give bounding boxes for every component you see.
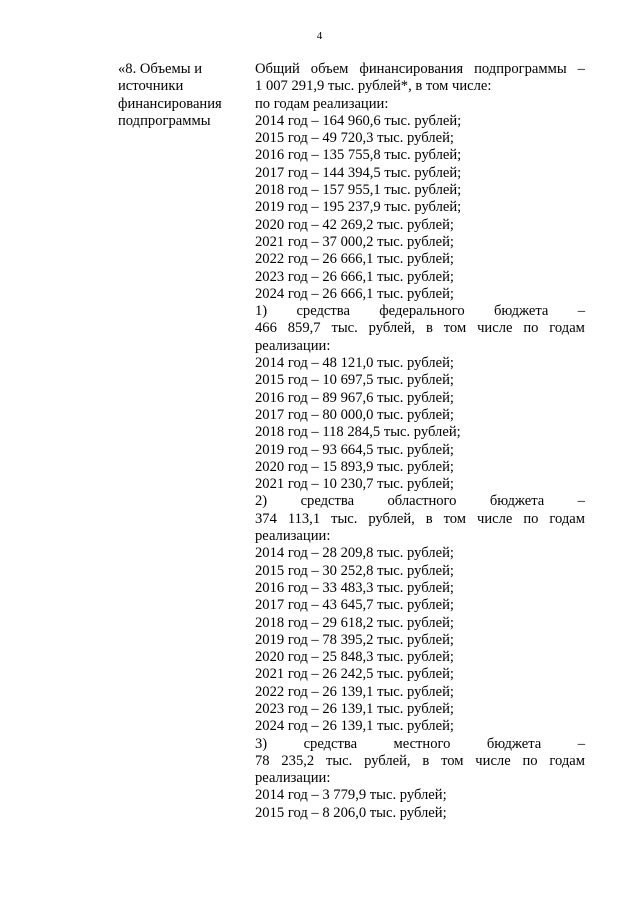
word: в [425, 510, 433, 527]
local-amount-line [255, 753, 585, 770]
year-amount-line: 2023 год – 26 139,1 тыс. рублей; [255, 700, 454, 717]
word: 113,1 [287, 510, 321, 527]
word: числе [475, 752, 511, 769]
page-number: 4 [316, 30, 323, 42]
regional-amount-line [255, 511, 585, 528]
year-amount-line: 2015 год – 30 252,8 тыс. рублей; [255, 562, 454, 579]
word: бюджета [494, 303, 549, 320]
word: в [425, 320, 433, 337]
federal-by-years-label: реализации: [255, 337, 331, 354]
year-amount-line: 2024 год – 26 139,1 тыс. рублей; [255, 718, 454, 735]
year-amount-line: 2018 год – 29 618,2 тыс. рублей; [255, 614, 454, 631]
year-amount-line: 2016 год – 135 755,8 тыс. рублей; [255, 147, 462, 164]
federal-years-list [255, 355, 585, 493]
total-by-years-label: по годам реализации: [255, 95, 389, 112]
word: 466 [255, 320, 277, 337]
regional-heading [255, 493, 585, 510]
word: 78 [255, 752, 270, 769]
local-heading [255, 736, 585, 753]
year-amount-line: 2017 год – 80 000,0 тыс. рублей; [255, 406, 454, 423]
year-amount-line: 2022 год – 26 666,1 тыс. рублей; [255, 251, 454, 268]
word: тыс. [326, 752, 353, 769]
word: тыс. [331, 510, 358, 527]
word: по [522, 752, 538, 769]
year-amount-line: 2019 год – 195 237,9 тыс. рублей; [255, 199, 462, 216]
word: том [443, 320, 467, 337]
local-years-list [255, 787, 585, 822]
year-amount-line: 2022 год – 26 139,1 тыс. рублей; [255, 683, 454, 700]
word: годам [549, 320, 585, 337]
local-by-years-label: реализации: [255, 770, 331, 787]
row-label-line: подпрограммы [118, 112, 211, 129]
word: – [577, 493, 585, 510]
year-amount-line: 2018 год – 118 284,5 тыс. рублей; [255, 424, 461, 441]
federal-amount-line [255, 320, 585, 337]
year-amount-line: 2015 год – 49 720,3 тыс. рублей; [255, 130, 454, 147]
year-amount-line: 2021 год – 26 242,5 тыс. рублей; [255, 666, 454, 683]
word: местного [393, 735, 451, 752]
word: – [577, 735, 585, 752]
word: том [443, 510, 467, 527]
year-amount-line: 2015 год – 10 697,5 тыс. рублей; [255, 372, 454, 389]
word: годам [549, 510, 585, 527]
row-label [118, 61, 248, 130]
word: по [523, 320, 539, 337]
word: том [441, 752, 464, 769]
year-amount-line: 2014 год – 48 121,0 тыс. рублей; [255, 355, 454, 372]
word: – [577, 303, 585, 320]
word: средства [303, 735, 358, 752]
word: 859,7 [287, 320, 321, 337]
word: числе [476, 510, 513, 527]
word: рублей, [368, 320, 416, 337]
word: Общий [255, 61, 300, 77]
word: областного [387, 493, 457, 510]
word: тыс. [331, 320, 358, 337]
word: средства [296, 303, 350, 320]
word: подпрограммы [474, 61, 567, 77]
year-amount-line: 2015 год – 8 206,0 тыс. рублей; [255, 804, 447, 821]
year-amount-line: 2020 год – 15 893,9 тыс. рублей; [255, 458, 454, 475]
word: 3) [255, 735, 268, 752]
total-heading [255, 61, 585, 78]
year-amount-line: 2019 год – 93 664,5 тыс. рублей; [255, 441, 454, 458]
year-amount-line: 2019 год – 78 395,2 тыс. рублей; [255, 631, 454, 648]
word: годам [549, 752, 585, 769]
word: 374 [255, 510, 277, 527]
word: объем [310, 61, 349, 77]
year-amount-line: 2017 год – 144 394,5 тыс. рублей; [255, 164, 462, 181]
word: бюджета [486, 735, 542, 752]
year-amount-line: 2020 год – 25 848,3 тыс. рублей; [255, 649, 454, 666]
year-amount-line: 2021 год – 37 000,2 тыс. рублей; [255, 233, 454, 250]
regional-years-list [255, 545, 585, 735]
year-amount-line: 2018 год – 157 955,1 тыс. рублей; [255, 182, 462, 199]
regional-by-years-label: реализации: [255, 528, 331, 545]
word: в [422, 752, 430, 769]
year-amount-line: 2014 год – 164 960,6 тыс. рублей; [255, 112, 462, 129]
row-label-line: источники [118, 78, 184, 95]
word: федерального [379, 303, 465, 320]
financing-text [255, 61, 585, 822]
year-amount-line: 2024 год – 26 666,1 тыс. рублей; [255, 285, 454, 302]
word: бюджета [489, 493, 545, 510]
year-amount-line: 2021 год – 10 230,7 тыс. рублей; [255, 476, 454, 493]
row-label-line: «8. Объемы и [118, 61, 203, 77]
year-amount-line: 2016 год – 33 483,3 тыс. рублей; [255, 579, 454, 596]
year-amount-line: 2023 год – 26 666,1 тыс. рублей; [255, 268, 454, 285]
word: по [523, 510, 539, 527]
word: 235,2 [281, 752, 315, 769]
word: 1) [255, 303, 268, 320]
federal-heading [255, 303, 585, 320]
word: числе [477, 320, 513, 337]
year-amount-line: 2014 год – 3 779,9 тыс. рублей; [255, 787, 447, 804]
total-years-list [255, 113, 585, 303]
word: рублей, [364, 752, 411, 769]
year-amount-line: 2020 год – 42 269,2 тыс. рублей; [255, 216, 454, 233]
word: 2) [255, 493, 268, 510]
word: средства [300, 493, 355, 510]
total-amount-line: 1 007 291,9 тыс. рублей*, в том числе: [255, 78, 492, 95]
year-amount-line: 2014 год – 28 209,8 тыс. рублей; [255, 545, 454, 562]
word: – [577, 61, 585, 77]
row-label-line: финансирования [118, 95, 222, 112]
word: рублей, [368, 510, 415, 527]
year-amount-line: 2016 год – 89 967,6 тыс. рублей; [255, 389, 454, 406]
year-amount-line: 2017 год – 43 645,7 тыс. рублей; [255, 597, 454, 614]
word: финансирования [359, 61, 464, 77]
